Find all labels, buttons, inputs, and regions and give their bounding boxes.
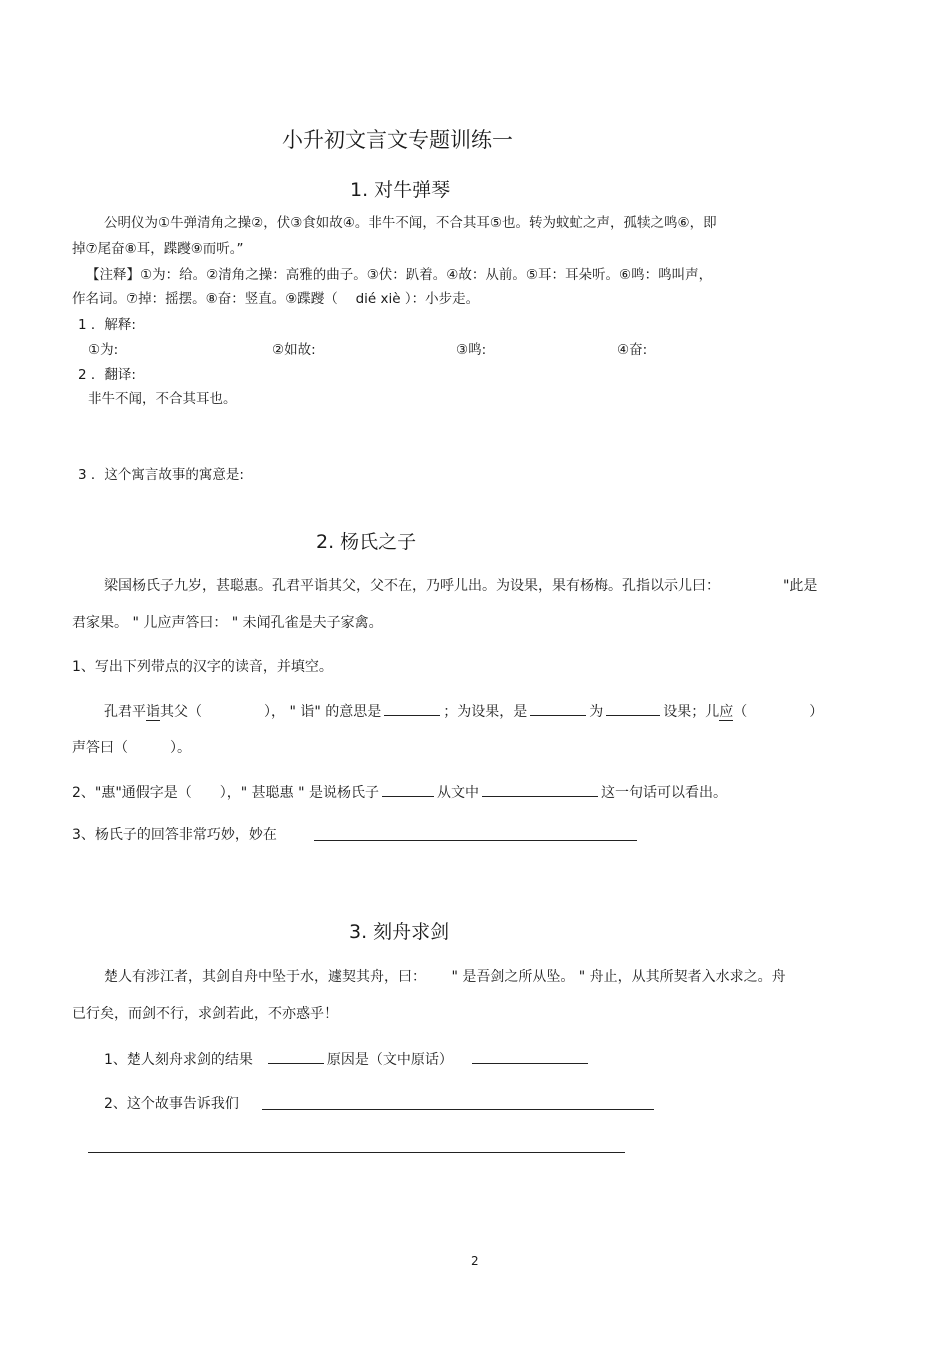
text-fragment: ） [809,704,824,720]
answer-line[interactable] [262,1109,654,1110]
section-heading-2: 2. 杨氏之子 [316,531,417,553]
text-fragment: （ [733,704,748,720]
passage-line: 掉⑦尾奋⑧耳，蹀躞⑨而听。” [72,241,244,257]
translate-text: 非牛不闻，不合其耳也。 [88,391,237,407]
fill-blank-line [104,701,823,721]
text-fragment: 这一句话可以看出。 [601,785,728,801]
answer-blank[interactable] [606,701,660,716]
text-fragment: ）， " 诣" 的意思是 [264,704,382,720]
page-title: 小升初文言文专题训练一 [282,128,513,152]
answer-line[interactable] [88,1152,625,1153]
passage-line: 梁国杨氏子九岁，甚聪惠。孔君平诣其父，父不在，乃呼儿出。为设果，果有杨梅。孔指以示儿曰： "此是 [104,578,818,594]
fill-blank-line [72,782,727,802]
text-fragment: 设果；儿 [663,704,720,720]
question-text: 2、这个故事告诉我们 [104,1096,239,1112]
answer-line[interactable] [314,840,637,841]
fill-blank-line [104,1049,591,1069]
text-fragment: 从文中 [437,785,480,801]
passage-line: 公明仪为①牛弹清角之操②，伏③食如故④。非牛不闻，不合其耳⑤也。转为蚊虻之声，孤犊之鸣⑥，即 [104,215,717,231]
notes-line: 【注释】①为：给。②清角之操：高雅的曲子。③伏：趴着。④故：从前。⑤耳：耳朵听。⑥鸣：鸣叫声， [86,267,713,283]
answer-blank[interactable] [482,782,598,797]
passage-line: 楚人有涉江者，其剑自舟中坠于水，遽契其舟，曰： " 是吾剑之所从坠。 " 舟止，从其所契者入水求之。舟 [104,969,786,985]
text-fragment: 2、"惠"通假字是（ ），" 甚聪惠 " 是说杨氏子 [72,785,380,801]
passage-line: 君家果。 " 儿应声答曰： " 未闻孔雀是夫子家禽。 [72,615,383,631]
answer-blank[interactable] [382,782,434,797]
answer-blank[interactable] [384,701,440,716]
question-label: 1 ．解释: [78,317,136,333]
answer-blank[interactable] [472,1049,588,1064]
text-fragment: 为 [589,704,604,720]
dotted-character: 应 [719,704,734,720]
text-fragment: 孔君平 [104,704,146,720]
question-item: ③鸣: [456,342,487,358]
dotted-character: 诣 [146,704,160,720]
question-item: ①为: [88,342,119,358]
question-text: 1、写出下列带点的汉字的读音，并填空。 [72,659,333,675]
section-heading-1: 1. 对牛弹琴 [350,179,451,201]
question-item: ②如故: [272,342,316,358]
question-label: 3 ．这个寓言故事的寓意是: [78,467,244,483]
text-fragment: 其父（ [160,704,202,720]
page-number: 2 [471,1254,479,1268]
text-fragment: 1、楚人刻舟求剑的结果 [104,1052,253,1068]
text-fragment: 原因是（文中原话） [326,1052,453,1068]
fill-blank-line: 声答曰（ ）。 [72,740,191,756]
section-heading-3: 3. 刻舟求剑 [349,921,450,943]
question-item: ④奋: [617,342,648,358]
passage-line: 已行矣，而剑不行，求剑若此，不亦惑乎！ [72,1006,338,1022]
question-text: 3、杨氏子的回答非常巧妙，妙在 [72,827,277,843]
answer-blank[interactable] [530,701,586,716]
notes-line: 作名词。⑦掉：摇摆。⑧奋：竖直。⑨蹀躞（ dié xiè ）：小步走。 [72,291,480,307]
answer-blank[interactable] [268,1049,324,1064]
text-fragment: ；为设果，是 [443,704,528,720]
question-label: 2 ．翻译: [78,367,136,383]
